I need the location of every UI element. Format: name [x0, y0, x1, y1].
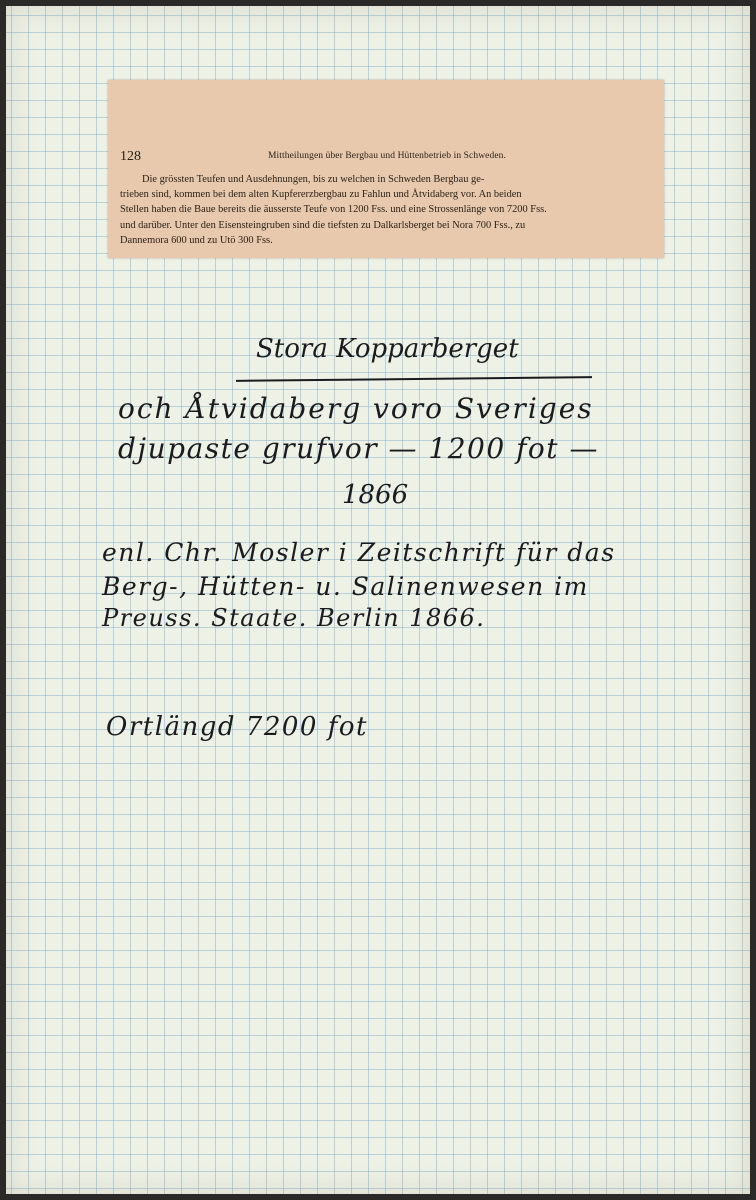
running-head: Mittheilungen über Bergbau und Hüttenbetrieb in Schweden.	[268, 151, 506, 161]
handwritten-source-1: enl. Chr. Mosler i Zeitschrift für das	[102, 538, 616, 567]
handwritten-line-2: djupaste grufvor — 1200 fot —	[118, 432, 599, 465]
clipping-line: Die grössten Teufen und Ausdehnungen, bis zu welchen in Schweden Bergbau ge-	[142, 174, 485, 185]
clipping-line: Stellen haben die Baue bereits die äusserste Teufe von 1200 Fss. und eine Strossenlänge von 7200 Fss.	[120, 204, 547, 216]
handwritten-ortlangd: Ortlängd 7200 fot	[106, 712, 368, 742]
clipping-line: trieben sind, kommen bei dem alten Kupfererzbergbau zu Fahlun und Åtvidaberg vor. An beiden	[120, 189, 522, 201]
clipping-line: Dannemora 600 und zu Utö 300 Fss.	[120, 234, 273, 246]
handwritten-title: Stora Kopparberget	[256, 334, 519, 364]
handwritten-line-1: och Åtvidaberg voro Sveriges	[118, 392, 594, 425]
clipping-header	[120, 149, 650, 165]
page-number: 128	[120, 149, 141, 164]
handwritten-source-2: Berg-, Hütten- u. Salinenwesen im	[102, 572, 589, 601]
clipping-line: und darüber. Unter den Eisensteingruben sind die tiefsten zu Dalkarlsberget bei Nora 700 Fss., zu	[120, 219, 526, 231]
clipping-text	[120, 172, 652, 248]
graph-paper-sheet	[6, 6, 750, 1194]
newspaper-clipping	[108, 80, 664, 258]
title-underline	[236, 376, 592, 382]
handwritten-year: 1866	[342, 480, 409, 510]
handwritten-source-3: Preuss. Staate. Berlin 1866.	[102, 604, 486, 632]
